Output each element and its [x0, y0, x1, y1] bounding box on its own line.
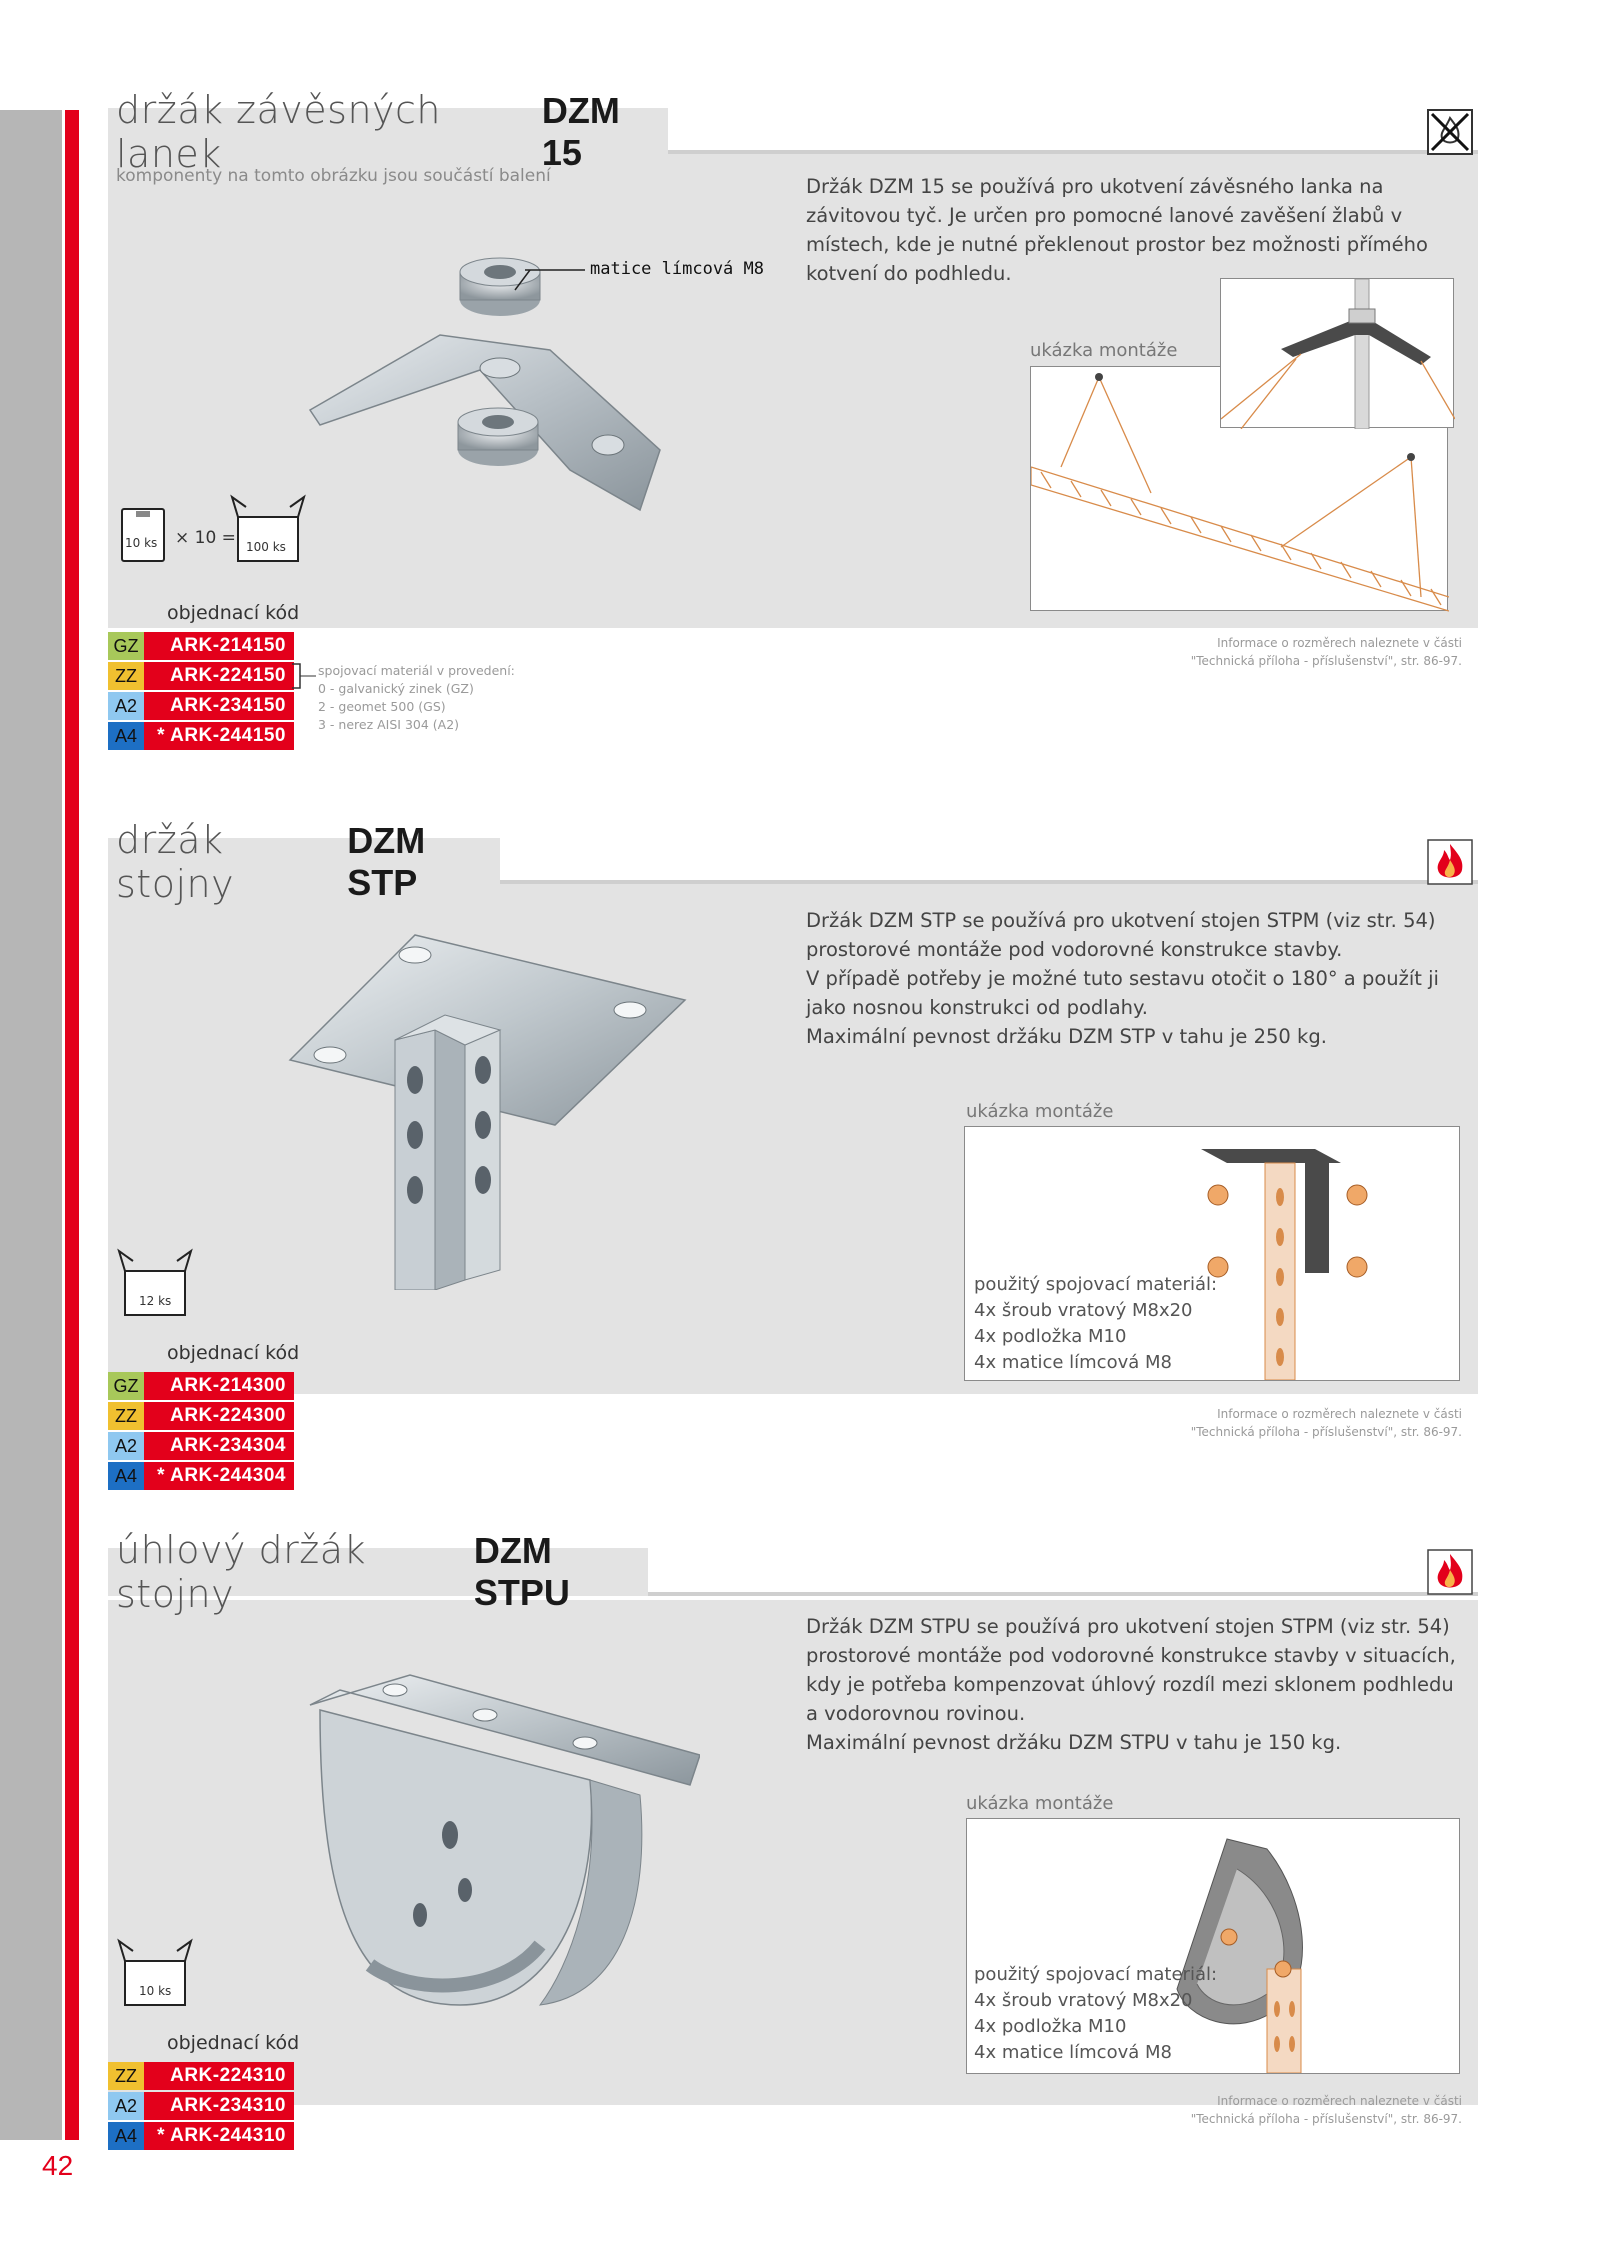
pack-multiplier: × 10 = [175, 528, 236, 548]
pack-10ks-label: 10 ks [139, 1984, 172, 1998]
section1-montaz-label: ukázka montáže [1030, 340, 1178, 361]
code-tag-gz: GZ [108, 1372, 144, 1400]
side-gray-bar [0, 110, 62, 2140]
code-row-zz [108, 2062, 294, 2090]
code-value: * ARK-244310 [144, 2122, 294, 2150]
section1-order-label: objednací kód [167, 602, 300, 624]
code-tag-zz: ZZ [108, 662, 144, 690]
section1-description: Držák DZM 15 se používá pro ukotvení závěsného lanka na závitovou tyč. Je určen pro pomocné lanové zavěšení žlabů v místech, kde je nutné překlenout prostor bez možnosti přímého kotvení do podhledu. [806, 175, 1428, 285]
fire-icon [1426, 838, 1474, 886]
section2-montaz-label: ukázka montáže [966, 1101, 1114, 1122]
code-tag-a2: A2 [108, 692, 144, 720]
description-line: a vodorovnou rovinou. [806, 1702, 1026, 1725]
code-tag-a4: A4 [108, 1462, 144, 1490]
section3-info-note [1062, 2092, 1462, 2128]
section3-title-bold: DZM STPU [473, 1530, 570, 1613]
pack-12ks-icon [115, 1247, 195, 1319]
section3-title-underline [648, 1592, 1478, 1596]
pack-10ks-label: 10 ks [125, 536, 158, 550]
material-line: 4x matice límcová M8 [974, 1352, 1172, 1373]
section2-title-underline [500, 880, 1478, 884]
code-value: ARK-224300 [144, 1402, 294, 1430]
material-line: 4x šroub vratový M8x20 [974, 1300, 1193, 1321]
code-value: * ARK-244150 [144, 722, 294, 750]
section1-title-gap [668, 108, 1478, 152]
info-note-line2: "Technická příloha - příslušenství", str. 86-97. [1190, 2112, 1462, 2126]
code-value: ARK-234150 [144, 692, 294, 720]
material-bracket [290, 662, 318, 690]
material-line: 4x podložka M10 [974, 1326, 1127, 1347]
code-value: ARK-214300 [144, 1372, 294, 1400]
section2-title-bold: DZM STP [347, 820, 426, 903]
material-line: použitý spojovací materiál: [974, 1964, 1218, 1985]
code-value: ARK-234310 [144, 2092, 294, 2120]
code-value: * ARK-244304 [144, 1462, 294, 1490]
code-row-a2 [108, 1432, 294, 1460]
description-line: Držák DZM STPU se používá pro ukotvení stojen STPM (viz str. 54) [806, 1615, 1450, 1638]
material-line: použitý spojovací materiál: [974, 1274, 1218, 1295]
code-row-zz [108, 662, 294, 690]
material-note-line: 3 - nerez AISI 304 (A2) [318, 717, 460, 732]
section2-description [806, 906, 1466, 1051]
section2-title [108, 818, 500, 906]
code-value: ARK-224310 [144, 2062, 294, 2090]
section1-info-note [1062, 634, 1462, 670]
code-value: ARK-224150 [144, 662, 294, 690]
callout-matice: matice límcová M8 [590, 259, 764, 279]
material-line: 4x podložka M10 [974, 2016, 1127, 2037]
code-row-a4 [108, 722, 294, 750]
code-tag-a2: A2 [108, 1432, 144, 1460]
code-row-a4 [108, 1462, 294, 1490]
code-row-zz [108, 1402, 294, 1430]
no-fire-icon [1426, 108, 1474, 156]
section3-materials [974, 1962, 1217, 2066]
pack-12ks-label: 12 ks [139, 1294, 172, 1308]
description-line: prostorové montáže pod vodorovné konstrukce stavby. [806, 938, 1343, 961]
description-line: Držák DZM STP se používá pro ukotvení stojen STPM (viz str. 54) [806, 909, 1436, 932]
info-note-line1: Informace o rozměrech naleznete v části [1217, 1407, 1462, 1421]
side-red-bar [65, 110, 79, 2140]
material-note-line: spojovací materiál v provedení: [318, 663, 515, 678]
material-notes [318, 662, 515, 734]
material-note-line: 0 - galvanický zinek (GZ) [318, 681, 474, 696]
section3-montaz-label: ukázka montáže [966, 1793, 1114, 1814]
material-line: 4x matice límcová M8 [974, 2042, 1172, 2063]
code-row-a2 [108, 692, 294, 720]
code-tag-a4: A4 [108, 2122, 144, 2150]
section3-order-label: objednací kód [167, 2032, 300, 2054]
section1-title-thin: držák závěsných lanek [116, 88, 442, 176]
pack-10ks-icon [118, 505, 168, 565]
code-tag-zz: ZZ [108, 1402, 144, 1430]
section1-title-underline [668, 150, 1478, 154]
section2-info-note [1062, 1405, 1462, 1441]
description-line: V případě potřeby je možné tuto sestavu otočit o 180° a použít ji [806, 967, 1439, 990]
section2-order-label: objednací kód [167, 1342, 300, 1364]
code-tag-a2: A2 [108, 2092, 144, 2120]
code-value: ARK-214150 [144, 632, 294, 660]
section3-title-thin: úhlový držák stojny [116, 1528, 367, 1616]
pack-100ks-icon [228, 493, 308, 565]
code-row-gz [108, 632, 294, 660]
description-line: Maximální pevnost držáku DZM STP v tahu je 250 kg. [806, 1025, 1327, 1048]
code-tag-a4: A4 [108, 722, 144, 750]
section1-subnote: komponenty na tomto obrázku jsou součástí balení [116, 166, 551, 186]
section1-title-bold: DZM 15 [541, 90, 620, 173]
code-row-a2 [108, 2092, 294, 2120]
description-line: jako nosnou konstrukci od podlahy. [806, 996, 1148, 1019]
section3-description [806, 1612, 1466, 1757]
description-line: Maximální pevnost držáku DZM STPU v tahu je 150 kg. [806, 1731, 1342, 1754]
info-note-line1: Informace o rozměrech naleznete v části [1217, 636, 1462, 650]
description-line: kdy je potřeba kompenzovat úhlový rozdíl mezi sklonem podhledu [806, 1673, 1454, 1696]
code-tag-gz: GZ [108, 632, 144, 660]
dzm-stp-product-image [285, 930, 705, 1290]
code-row-gz [108, 1372, 294, 1400]
info-note-line2: "Technická příloha - příslušenství", str. 86-97. [1190, 1425, 1462, 1439]
dzm15-product-image [300, 250, 700, 520]
page-number: 42 [42, 2150, 74, 2181]
pack-100ks-label: 100 ks [246, 540, 286, 554]
dzm-stpu-product-image [300, 1665, 700, 2035]
section2-materials [974, 1272, 1217, 1376]
section2-title-thin: držák stojny [116, 818, 235, 906]
code-row-a4 [108, 2122, 294, 2150]
section3-title [108, 1528, 648, 1616]
material-note-line: 2 - geomet 500 (GS) [318, 699, 446, 714]
code-value: ARK-234304 [144, 1432, 294, 1460]
pack-10ks-box-icon [115, 1937, 195, 2009]
description-line: prostorové montáže pod vodorovné konstrukce stavby v situacích, [806, 1644, 1456, 1667]
fire-icon [1426, 1548, 1474, 1596]
info-note-line1: Informace o rozměrech naleznete v části [1217, 2094, 1462, 2108]
material-line: 4x šroub vratový M8x20 [974, 1990, 1193, 2011]
section1-montaz-detail [1220, 278, 1454, 428]
code-tag-zz: ZZ [108, 2062, 144, 2090]
info-note-line2: "Technická příloha - příslušenství", str. 86-97. [1190, 654, 1462, 668]
